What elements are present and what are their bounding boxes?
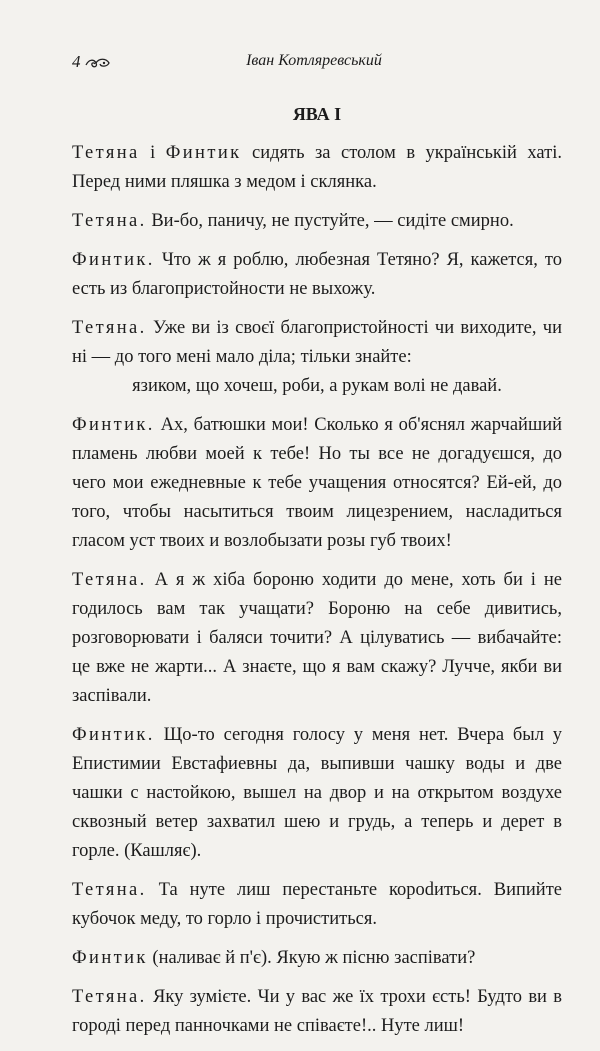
line-text: Що-то сегодня голосу у меня нет. Вчера был у Епистимии Евстафиевны да, выпивши чашку воды и две чашки с настойкою, вышел на двор и на открытом воздухе сквозный ветер захватил шею и грудь, а теперь и дерет в горле. (Кашляє).	[72, 725, 562, 861]
line-text: Ах, батюшки мои! Сколько я об'яснял жарчайший пламень любви моей к тебе! Но ты все не догадуєшся, до чего мои ежедневные к тебе учащения относятся? Ей-ей, до того, чтобы насытиться твоим лицезрением, насладиться гласом уст твоих и возлобызати розы губ твоих!	[72, 415, 562, 551]
dialogue-line	[72, 983, 562, 1041]
dialogue-line	[72, 876, 562, 934]
dialogue-line	[72, 207, 562, 236]
act-title: ЯВА І	[292, 104, 342, 124]
speaker-name: Финтик.	[72, 415, 155, 435]
speaker-name: Тетяна.	[72, 987, 147, 1007]
speaker-name: Тетяна	[72, 143, 140, 163]
page-number: 4	[72, 52, 81, 71]
page-header	[72, 52, 532, 74]
dialogue-line	[72, 246, 562, 304]
speaker-name: Финтик	[165, 143, 242, 163]
speaker-name: Тетяна.	[72, 318, 147, 338]
line-text: Та нуте лиш перестаньте корodиться. Випийте кубочок меду, то горло і прочиститься.	[72, 880, 562, 929]
line-text: Уже ви із своєї благопристойності чи виходите, чи ні — до того мені мало діла; тільки знайте:	[72, 318, 562, 367]
line-text: А я ж хіба бороню ходити до мене, хоть би і не годилось вам так учащати? Бороню на себе дивитись, розговорювати і баляси точити? А цілуватись — вибачайте: це вже не жарти... А знаєте, що я вам скажу? Лучче, якби ви заспівали.	[72, 570, 562, 706]
stage-direction-text: сидять за столом в українській хаті. Перед ними пляшка з медом і склянка.	[72, 143, 562, 192]
speaker-name: Тетяна.	[72, 570, 147, 590]
line-text: Яку зумієте. Чи у вас же їх трохи єсть! Будто ви в городі перед панночками не співаєте!.. Нуте лиш!	[72, 987, 562, 1036]
speaker-name: Тетяна.	[72, 211, 147, 231]
line-text: Что ж я роблю, любезная Тетяно? Я, кажется, то есть из благопристойности не выхожу.	[72, 250, 562, 299]
conjunction: і	[139, 143, 166, 163]
speaker-name: Тетяна.	[72, 880, 147, 900]
speaker-name: Финтик	[72, 948, 148, 968]
dialogue-line	[72, 566, 562, 711]
dialogue-line	[72, 411, 562, 556]
verse-line: язиком, що хочеш, роби, а рукам волі не давай.	[132, 376, 502, 396]
dialogue-line	[72, 721, 562, 866]
line-text: Ви-бо, паничу, не пустуйте, — сидіте смирно.	[146, 211, 514, 231]
speaker-name: Финтик.	[72, 250, 155, 270]
stage-direction	[72, 139, 562, 197]
dialogue-line	[72, 944, 562, 973]
page-content	[72, 100, 562, 1051]
line-text: (наливає й п'є). Якую ж пісню заспівати?	[147, 948, 476, 968]
speaker-name: Финтик.	[72, 725, 155, 745]
dialogue-line	[72, 314, 562, 372]
running-head-author: Іван Котляревський	[246, 52, 382, 69]
